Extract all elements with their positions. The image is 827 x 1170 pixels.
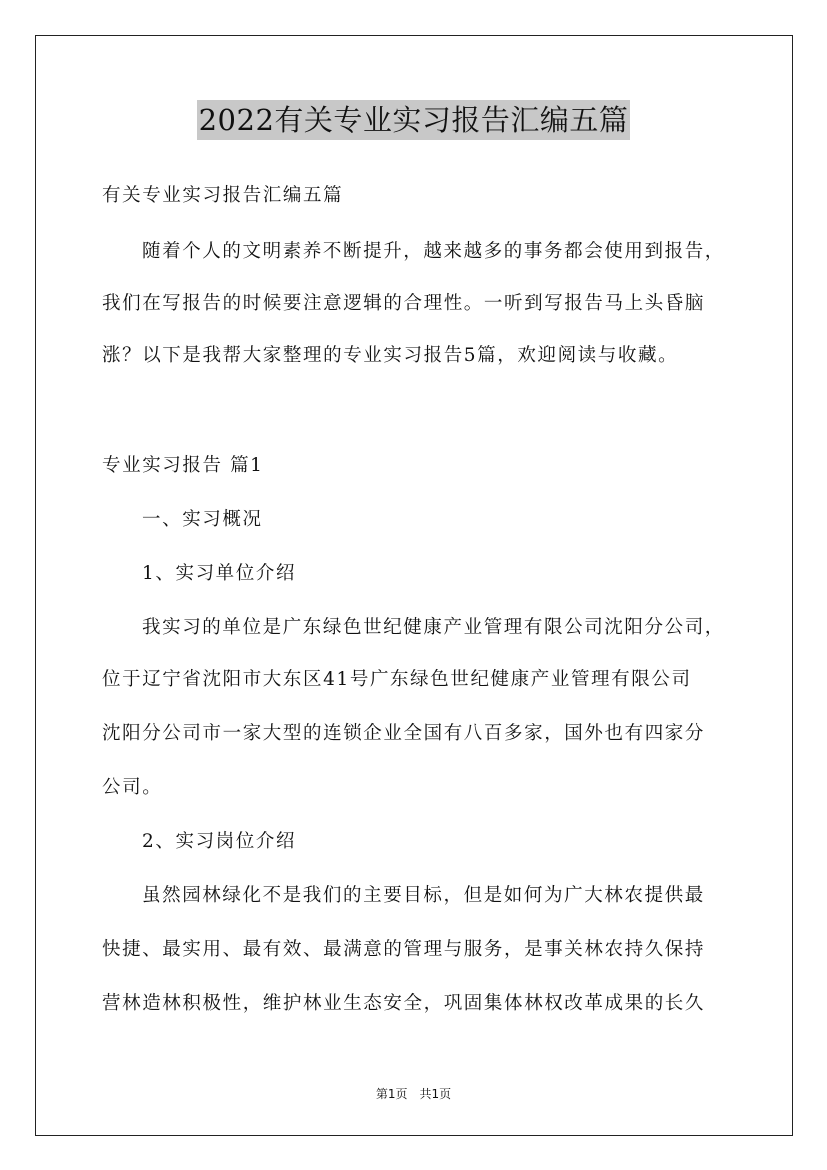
page-footer: 第1页 共1页 [375,1087,452,1101]
text-line: 虽然园林绿化不是我们的主要目标，但是如何为广大林农提供最 [142,885,705,906]
text-line: 公司。 [102,777,163,798]
text-line: 专业实习报告 篇1 [102,455,264,476]
text-line: 2、实习岗位介绍 [142,831,297,852]
text-line: 涨？以下是我帮大家整理的专业实习报告5篇，欢迎阅读与收藏。 [102,345,679,366]
document-subtitle: 有关专业实习报告汇编五篇 [102,185,344,206]
text-line: 沈阳分公司市一家大型的连锁企业全国有八百多家，国外也有四家分 [102,723,706,744]
text-line: 随着个人的文明素养不断提升，越来越多的事务都会使用到报告， [142,241,725,262]
text-line: 1、实习单位介绍 [142,563,297,584]
text-line: 快捷、最实用、最有效、最满意的管理与服务，是事关林农持久保持 [102,939,706,960]
text-line: 营林造林积极性，维护林业生态安全，巩固集体林权改革成果的长久 [102,993,706,1014]
text-line: 位于辽宁省沈阳市大东区41号广东绿色世纪健康产业管理有限公司 [102,669,692,690]
text-line: 我实习的单位是广东绿色世纪健康产业管理有限公司沈阳分公司， [142,617,725,638]
document-title: 2022有关专业实习报告汇编五篇 [197,100,631,140]
text-line: 一、实习概况 [142,509,263,530]
text-line: 我们在写报告的时候要注意逻辑的合理性。一听到写报告马上头昏脑 [102,293,706,314]
title-container [0,100,827,140]
